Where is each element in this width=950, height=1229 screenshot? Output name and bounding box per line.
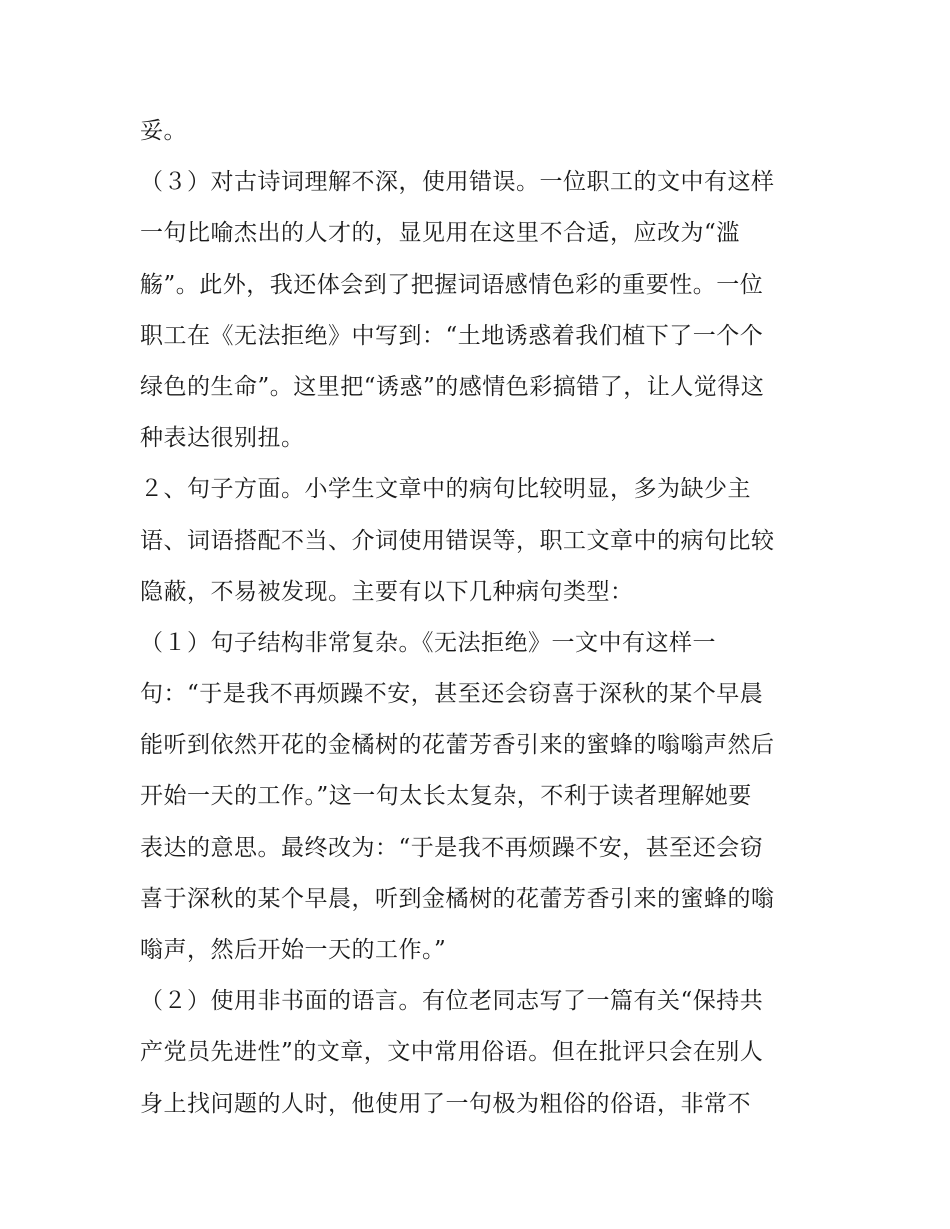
text-line: （１）句子结构非常复杂。《无法拒绝》一文中有这样一 — [140, 629, 716, 656]
text-line: 种表达很别扭。 — [140, 425, 305, 452]
body-text — [140, 106, 820, 1130]
text-line: 表达的意思。最终改为：“于是我不再烦躁不安，甚至还会窃 — [140, 834, 764, 861]
text-line: ２、句子方面。小学生文章中的病句比较明显，多为缺少主 — [140, 476, 751, 503]
text-line: 句：“于是我不再烦躁不安，甚至还会窃喜于深秋的某个早晨 — [140, 681, 764, 708]
text-line: 觞”。此外，我还体会到了把握词语感情色彩的重要性。一位 — [140, 271, 764, 298]
text-line: 职工在《无法拒绝》中写到：“土地诱惑着我们植下了一个个 — [140, 322, 764, 349]
text-line: 绿色的生命”。这里把“诱惑”的感情色彩搞错了，让人觉得这 — [140, 373, 765, 400]
text-line: 产党员先进性”的文章，文中常用俗语。但在批评只会在别人 — [140, 1039, 764, 1066]
text-line: 喜于深秋的某个早晨，听到金橘树的花蕾芳香引来的蜜蜂的嗡 — [140, 885, 775, 912]
text-line: 嗡声，然后开始一天的工作。” — [140, 937, 447, 963]
text-line: （２）使用非书面的语言。有位老同志写了一篇有关“保持共 — [140, 988, 764, 1015]
text-line: 能听到依然开花的金橘树的花蕾芳香引来的蜜蜂的嗡嗡声然后 — [140, 732, 775, 759]
text-line: 开始一天的工作。”这一句太长太复杂，不利于读者理解她要 — [140, 783, 752, 810]
text-line: 身上找问题的人时，他使用了一句极为粗俗的俗语，非常不 — [140, 1090, 751, 1117]
text-line: 隐蔽，不易被发现。主要有以下几种病句类型： — [140, 578, 634, 605]
text-line: （３）对古诗词理解不深，使用错误。一位职工的文中有这样 — [140, 169, 775, 196]
text-line: 语、词语搭配不当、介词使用错误等，职工文章中的病句比较 — [140, 527, 775, 554]
text-line: 一句比喻杰出的人才的，显见用在这里不合适，应改为“滥 — [140, 220, 740, 247]
text-line: 妥。 — [140, 118, 187, 144]
